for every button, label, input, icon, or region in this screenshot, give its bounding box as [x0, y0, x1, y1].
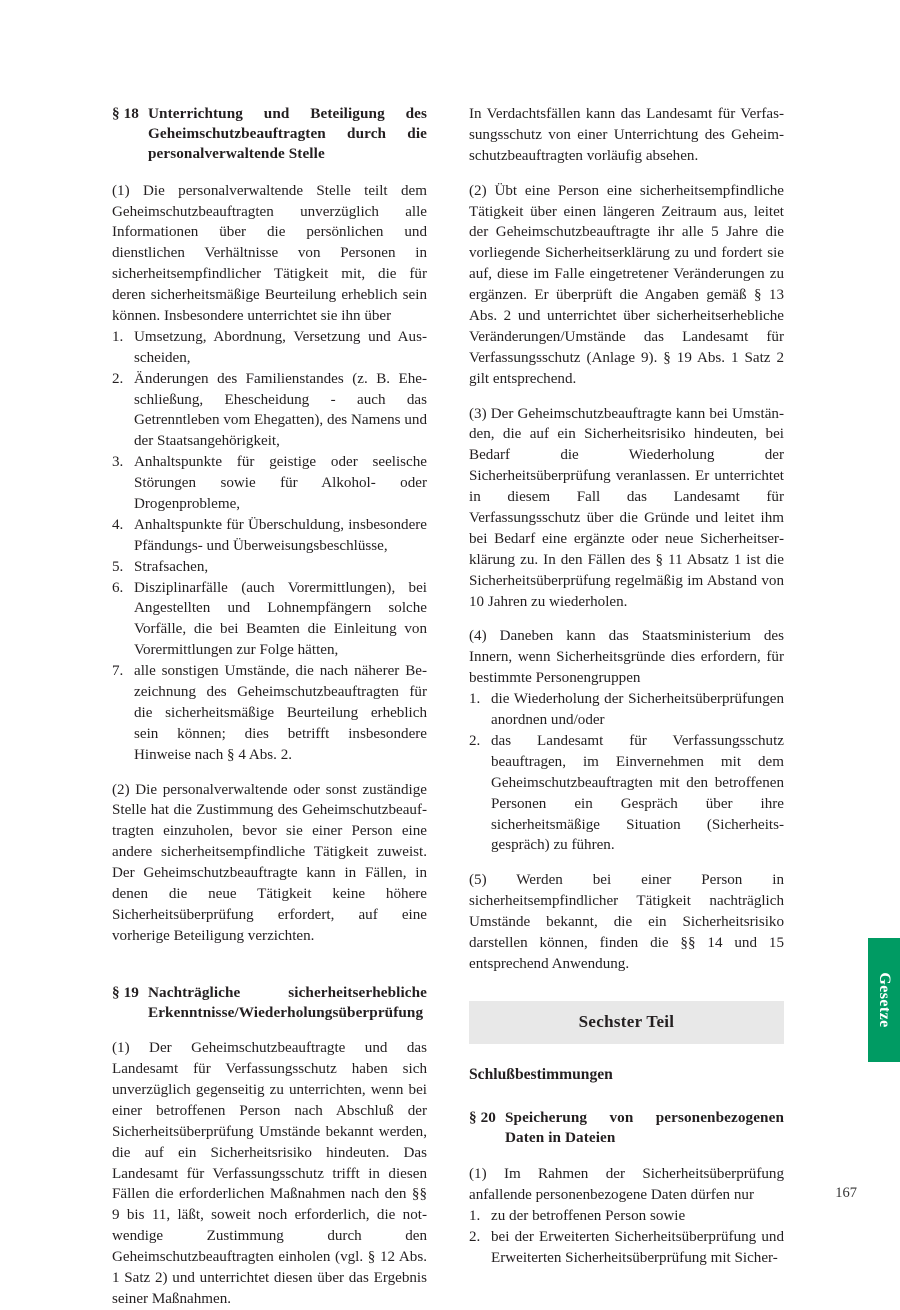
section-number-19: § 19	[112, 983, 139, 1001]
section-number-18: § 18	[112, 105, 139, 122]
list-item	[112, 452, 427, 515]
section-number-20: § 20	[469, 1108, 496, 1126]
list-text: Disziplinarfälle (auch Vorermittlungen), bei Angestellten und Lohnempfängern solche Vorfälle, die bei Beamten die Einleitung von Vorermittlungen zur Folge hätten,	[134, 579, 427, 659]
list-item	[112, 515, 427, 557]
paragraph-19-4-intro: (4) Daneben kann das Staatsministerium des Innern, wenn Sicherheitsgründe dies erfordern, für bestimmte Personengruppen	[469, 628, 784, 687]
section-title-20: Speicherung von personenbezogenen Daten in Dateien	[504, 1108, 784, 1146]
section-title-18: Unterrichtung und Beteiligung des Geheimschutzbeauftragten durch die personalverwaltende Stelle	[147, 105, 427, 163]
list-marker: 2.	[469, 1228, 481, 1245]
list-item	[112, 557, 427, 578]
list-marker: 2.	[469, 732, 481, 749]
list-20-1	[469, 1206, 784, 1269]
list-text: die Wiederholung der Sicherheitsüberprüfungen anordnen und/oder	[491, 691, 784, 729]
list-text: Anhaltspunkte für Überschuldung, insbesondere Pfändungs- und Überweisungsbeschlüsse,	[134, 516, 427, 554]
list-marker: 1.	[112, 328, 124, 345]
list-18-1	[112, 327, 427, 766]
list-text: Änderungen des Familienstandes (z. B. Eheschließung, Ehescheidung - auch das Getrenntleben vom Ehegatten), des Namens und der Staatsangehörigkeit,	[134, 370, 427, 450]
section-heading-18	[112, 104, 427, 165]
list-item	[112, 578, 427, 662]
index-tab-label: Gesetze	[876, 972, 893, 1028]
list-marker: 6.	[112, 579, 124, 596]
list-text: zu der betroffenen Person sowie	[491, 1207, 686, 1224]
section-heading-19	[112, 983, 427, 1023]
paragraph-18-1-intro: (1) Die personalverwaltende Stelle teilt dem Geheimschutzbeauftragten unverzüglich alle Informationen über die persönlichen und dienstlichen Verhältnisse von Personen in sicherheitsempfindlicher Tätigkeit mit, die für deren sicherheitsmäßige Beurteilung erheblich sein können. Insbesondere unterrichtet sie ihn über	[112, 182, 427, 324]
list-item	[112, 327, 427, 369]
list-marker: 2.	[112, 370, 124, 387]
list-marker: 7.	[112, 663, 124, 680]
paragraph-19-2: (2) Übt eine Person eine sicherheitsempfindliche Tätigkeit über einen längeren Zeitraum aus, leitet der Geheimschutzbeauftragte ihr alle 5 Jahre die vorliegende Sicherheitserklärung zu und fordert sie auf, diese im Falle eingetretener Veränderungen zu ergänzen. Er überprüft die Angaben gemäß § 13 Abs. 2 und unterrichtet über sicherheitserhebliche Veränderungen/Umstände das Landesamt für Verfassungsschutz (Anlage 9). § 19 Abs. 1 Satz 2 gilt entsprechend.	[469, 182, 784, 387]
section-title-19: Nachträgliche sicherheitserhebliche Erkenntnisse/Wiederholungsüberprüfung	[147, 983, 427, 1021]
list-text: Strafsachen,	[134, 558, 209, 575]
list-19-4	[469, 689, 784, 856]
paragraph-18-2: (2) Die personalverwaltende oder sonst zuständige Stelle hat die Zustimmung des Geheimschutzbeauftragten einzuholen, bevor sie einer Person eine andere sicherheitsempfindliche Tätigkeit zuweist. Der Geheimschutzbeauftragte kann in Fällen, in denen die neue Tätigkeit keine höhere Sicherheitsüberprüfung erfordert, auf eine vorherige Beteiligung verzichten.	[112, 781, 427, 944]
index-tab-gesetze[interactable]	[868, 938, 900, 1062]
part-subtitle: Schlußbestimmungen	[469, 1065, 613, 1083]
left-column	[112, 104, 427, 1307]
list-text: das Landesamt für Verfassungsschutz beauftragen, im Einvernehmen mit dem Geheimschutzbeauftragten mit den betroffenen Personen ein Gespräch über ihre sicherheitsmäßige Situation (Sicherheitsgespräch) zu führen.	[491, 732, 784, 854]
list-item	[469, 1206, 784, 1227]
part-banner-heading: Sechster Teil	[469, 1001, 784, 1044]
list-marker: 1.	[469, 691, 481, 708]
list-item	[469, 1227, 784, 1269]
list-marker: 3.	[112, 454, 124, 471]
paragraph-continued: In Verdachtsfällen kann das Landesamt für Verfassungsschutz von einer Unterrichtung des Geheimschutzbeauftragten vorläufig absehen.	[469, 106, 784, 164]
two-column-body	[112, 104, 784, 1307]
list-item	[469, 731, 784, 856]
list-item	[469, 689, 784, 731]
paragraph-19-5: (5) Werden bei einer Person in sicherheitsempfindlicher Tätigkeit nachträglich Umstände bekannt, die ein Sicherheitsrisiko darstellen können, finden die §§ 14 und 15 entsprechend Anwendung.	[469, 872, 784, 972]
list-text: Anhaltspunkte für geistige oder seelische Störungen sowie für Alkohol- oder Drogenprobleme,	[134, 454, 427, 513]
section-heading-20	[469, 1108, 784, 1148]
list-item	[112, 661, 427, 765]
paragraph-20-1-intro: (1) Im Rahmen der Sicherheitsüberprüfung anfallende personenbezogene Daten dürfen nur	[469, 1166, 784, 1204]
paragraph-19-3: (3) Der Geheimschutzbeauftragte kann bei Umständen, die auf ein Sicherheitsrisiko hindeuten, bei Bedarf die Wiederholung der Sicherheitsüberprüfung veranlassen. Er unterrichtet in diesem Fall das Landesamt für Verfassungsschutz über die Gründe und leitet ihm bei Bedarf eine ergänzte oder neue Sicherheitserklärung zu. In den Fällen des § 11 Absatz 1 ist die Sicherheitsüberprüfung regelmäßig im Abstand von 10 Jahren zu wiederholen.	[469, 405, 784, 610]
list-marker: 1.	[469, 1207, 481, 1224]
list-text: alle sonstigen Umstände, die nach näherer Bezeichnung des Geheimschutzbeauftragten für die sicherheitsmäßige Beurteilung erheblich sein können; dies betrifft insbesondere Hinweise nach § 4 Abs. 2.	[134, 663, 427, 763]
paragraph-19-1: (1) Der Geheimschutzbeauftragte und das Landesamt für Verfassungsschutz haben sich unverzüglich gegenseitig zu unterrichten, wenn bei einer betroffenen Person nach Abschluß der Sicherheitsüberprüfung Umstände bekannt werden, die auf ein Sicherheitsrisiko hindeuten. Das Landesamt für Verfassungsschutz trifft in diesen Fällen die erforderlichen Maßnahmen nach den §§ 9 bis 11, läßt, soweit noch erforderlich, die notwendige Zustimmung durch den Geheimschutzbeauftragten einholen (vgl. § 12 Abs. 1 Satz 2) und unterrichtet diesen über das Ergebnis seiner Maßnahmen.	[112, 1040, 427, 1307]
list-item	[112, 369, 427, 453]
list-marker: 4.	[112, 516, 124, 533]
page-number: 167	[835, 1185, 857, 1201]
right-column	[469, 104, 784, 1266]
list-marker: 5.	[112, 558, 124, 575]
list-text: bei der Erweiterten Sicherheitsüberprüfung und Erweiterten Sicherheitsüberprüfung mit Sicher-	[491, 1228, 784, 1266]
list-text: Umsetzung, Abordnung, Versetzung und Ausscheiden,	[134, 328, 427, 366]
